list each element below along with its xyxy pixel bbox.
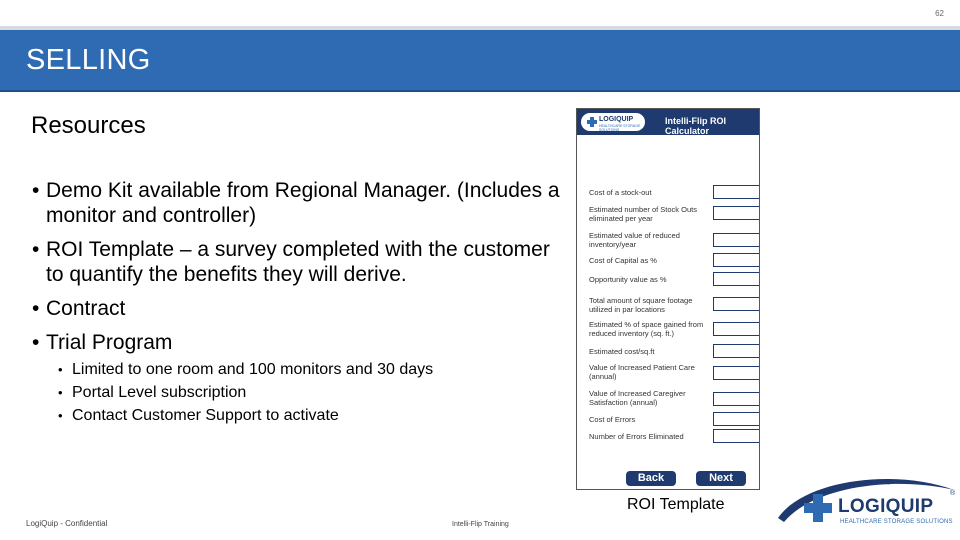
roi-field-input: [713, 344, 760, 358]
registered-mark: ®: [950, 490, 956, 497]
bullet-list: [32, 178, 572, 364]
bullet-dot-icon: •: [58, 362, 63, 377]
roi-field-input: [713, 366, 760, 380]
roi-field-input: [713, 322, 760, 336]
roi-field-label: Number of Errors Eliminated: [589, 432, 684, 441]
bullet-item: • Contract: [32, 297, 126, 320]
sub-bullet-item: • Contact Customer Support to activate: [58, 407, 339, 424]
bullet-item: • Demo Kit available from Regional Manager. (Includes a monitor and controller): [32, 179, 560, 227]
medical-cross-icon: [587, 117, 597, 127]
footer-confidential: LogiQuip - Confidential: [26, 519, 108, 528]
roi-field-label: Opportunity value as %: [589, 275, 667, 284]
bullet-dot-icon: •: [58, 385, 63, 400]
medical-cross-icon: [804, 494, 832, 522]
roi-calculator-image: [576, 108, 760, 490]
roi-field-input: [713, 429, 760, 443]
bullet-dot-icon: •: [32, 179, 40, 202]
roi-field-input: [713, 272, 760, 286]
brand-logo: [774, 470, 960, 540]
roi-field-label: Cost of Errors: [589, 415, 636, 424]
roi-field-label: Value of Increased Caregiver Satisfaction (annual): [589, 389, 686, 407]
roi-field-label: Cost of a stock-out: [589, 188, 652, 197]
roi-field-input: [713, 185, 760, 199]
bullet-dot-icon: •: [32, 331, 40, 354]
roi-field-label: Value of Increased Patient Care (annual): [589, 363, 695, 381]
slide-title: SELLING: [26, 44, 151, 76]
brand-tagline: HEALTHCARE STORAGE SOLUTIONS: [840, 519, 953, 525]
roi-field-input: [713, 233, 760, 247]
sub-bullet-item: • Limited to one room and 100 monitors and 30 days: [58, 361, 434, 378]
roi-field-label: Cost of Capital as %: [589, 256, 657, 265]
sub-bullet-item: • Portal Level subscription: [58, 384, 247, 401]
roi-field-input: [713, 253, 760, 267]
bullet-dot-icon: •: [58, 408, 63, 423]
roi-field-label: Estimated number of Stock Outs eliminated per year: [589, 205, 697, 223]
roi-next-button: Next: [696, 471, 746, 486]
footer-training: Intelli-Flip Training: [452, 521, 509, 528]
sub-bullet-list: [58, 360, 538, 429]
section-heading: Resources: [31, 112, 146, 139]
bullet-item: • Trial Program: [32, 331, 173, 354]
roi-title: Intelli-Flip ROI Calculator: [665, 116, 726, 136]
roi-field-input: [713, 206, 760, 220]
brand-name: LOGIQUIP: [838, 496, 934, 517]
roi-logo: LOGIQUIP HEALTHCARE STORAGE SOLUTIONS: [581, 113, 645, 131]
roi-field-input: [713, 412, 760, 426]
bullet-dot-icon: •: [32, 297, 40, 320]
roi-field-label: Total amount of square footage utilized in par locations: [589, 296, 693, 314]
bullet-dot-icon: •: [32, 238, 40, 261]
roi-back-button: Back: [626, 471, 676, 486]
roi-field-label: Estimated cost/sq.ft: [589, 347, 655, 356]
roi-header: [577, 109, 759, 135]
title-bar: [0, 30, 960, 92]
roi-field-label: Estimated % of space gained from reduced inventory (sq. ft.): [589, 320, 704, 338]
roi-field-label: Estimated value of reduced inventory/year: [589, 231, 680, 249]
page-number: 62: [935, 9, 944, 18]
image-caption: ROI Template: [627, 496, 725, 513]
bullet-item: • ROI Template – a survey completed with the customer to quantify the benefits they will derive.: [32, 238, 550, 286]
roi-field-input: [713, 297, 760, 311]
roi-field-input: [713, 392, 760, 406]
